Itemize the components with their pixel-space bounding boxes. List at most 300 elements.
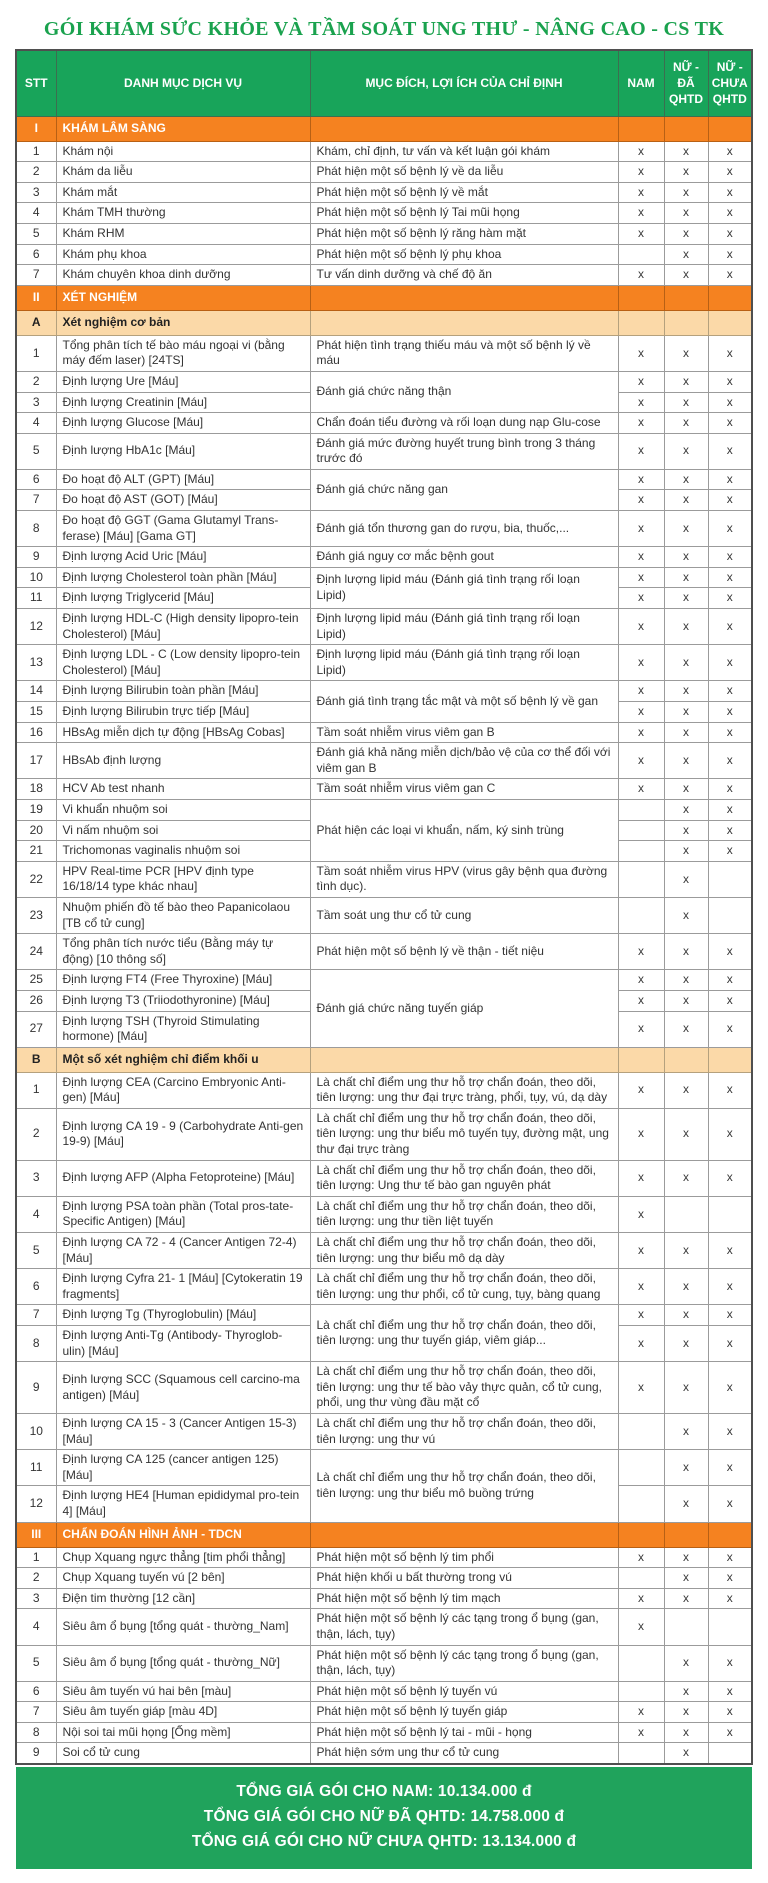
table-body bbox=[16, 116, 752, 1764]
service-name: Định lượng FT4 (Free Thyroxine) [Máu] bbox=[56, 970, 310, 991]
mark-nu-chua-qhtd: x bbox=[708, 1568, 752, 1589]
row-number: 6 bbox=[16, 469, 56, 490]
mark-nam: x bbox=[618, 1011, 664, 1047]
mark-nu-da-qhtd: x bbox=[664, 799, 708, 820]
mark-nu-chua-qhtd: x bbox=[708, 1722, 752, 1743]
table-row bbox=[16, 182, 752, 203]
service-name: Nội soi tai mũi họng [Ống mềm] bbox=[56, 1722, 310, 1743]
table-row bbox=[16, 469, 752, 490]
section-empty-purpose-cell bbox=[310, 116, 618, 141]
mark-nu-da-qhtd bbox=[664, 1609, 708, 1645]
row-number: 23 bbox=[16, 897, 56, 933]
table-row bbox=[16, 1609, 752, 1645]
section-row-B bbox=[16, 1047, 752, 1072]
mark-nam bbox=[618, 1645, 664, 1681]
row-number: 3 bbox=[16, 1160, 56, 1196]
mark-nam: x bbox=[618, 265, 664, 286]
mark-nu-chua-qhtd bbox=[708, 1609, 752, 1645]
purpose-text: Đánh giá tổn thương gan do rượu, bia, thuốc,... bbox=[310, 511, 618, 547]
table-row bbox=[16, 609, 752, 645]
purpose-text: Đánh giá tình trạng tắc mật và một số bệnh lý về gan bbox=[310, 681, 618, 722]
row-number: 4 bbox=[16, 1196, 56, 1232]
mark-nu-da-qhtd: x bbox=[664, 223, 708, 244]
mark-nam bbox=[618, 1743, 664, 1764]
mark-nam: x bbox=[618, 1196, 664, 1232]
mark-nu-da-qhtd: x bbox=[664, 1362, 708, 1414]
section-empty-purpose-cell bbox=[310, 1047, 618, 1072]
mark-nu-chua-qhtd: x bbox=[708, 645, 752, 681]
row-number: 26 bbox=[16, 990, 56, 1011]
service-name: Định lượng Creatinin [Máu] bbox=[56, 392, 310, 413]
table-row bbox=[16, 1196, 752, 1232]
mark-nu-da-qhtd: x bbox=[664, 990, 708, 1011]
mark-nu-chua-qhtd bbox=[708, 1196, 752, 1232]
mark-nam: x bbox=[618, 1609, 664, 1645]
mark-nu-chua-qhtd bbox=[708, 897, 752, 933]
table-row bbox=[16, 1681, 752, 1702]
mark-nam: x bbox=[618, 203, 664, 224]
section-empty-mark-cell bbox=[618, 1047, 664, 1072]
mark-nu-chua-qhtd: x bbox=[708, 1305, 752, 1326]
service-name: Định lượng Acid Uric [Máu] bbox=[56, 547, 310, 568]
mark-nu-chua-qhtd: x bbox=[708, 141, 752, 162]
purpose-text: Phát hiện một số bệnh lý răng hàm mặt bbox=[310, 223, 618, 244]
row-number: 1 bbox=[16, 1072, 56, 1108]
mark-nu-da-qhtd: x bbox=[664, 1269, 708, 1305]
purpose-text: Chẩn đoán tiểu đường và rối loạn dung nạp Glu-cose bbox=[310, 413, 618, 434]
mark-nu-chua-qhtd: x bbox=[708, 743, 752, 779]
mark-nu-da-qhtd: x bbox=[664, 392, 708, 413]
mark-nam: x bbox=[618, 779, 664, 800]
row-number: 3 bbox=[16, 1588, 56, 1609]
row-number: 13 bbox=[16, 645, 56, 681]
service-name: Định lượng Tg (Thyroglobulin) [Máu] bbox=[56, 1305, 310, 1326]
purpose-text: Đánh giá nguy cơ mắc bệnh gout bbox=[310, 547, 618, 568]
mark-nam: x bbox=[618, 567, 664, 588]
row-number: 24 bbox=[16, 934, 56, 970]
mark-nu-chua-qhtd: x bbox=[708, 1362, 752, 1414]
column-header-nam: NAM bbox=[618, 50, 664, 116]
service-name: Trichomonas vaginalis nhuộm soi bbox=[56, 841, 310, 862]
column-header-nu-da-qhtd: NỮ - ĐÃ QHTD bbox=[664, 50, 708, 116]
mark-nam: x bbox=[618, 469, 664, 490]
mark-nu-chua-qhtd: x bbox=[708, 1072, 752, 1108]
section-row-I bbox=[16, 116, 752, 141]
column-header-purpose: MỤC ĐÍCH, LỢI ÍCH CỦA CHỈ ĐỊNH bbox=[310, 50, 618, 116]
row-number: 7 bbox=[16, 1305, 56, 1326]
mark-nu-chua-qhtd: x bbox=[708, 1011, 752, 1047]
row-number: 1 bbox=[16, 335, 56, 371]
mark-nu-chua-qhtd: x bbox=[708, 567, 752, 588]
mark-nam: x bbox=[618, 743, 664, 779]
mark-nam: x bbox=[618, 1233, 664, 1269]
service-name: Khám mắt bbox=[56, 182, 310, 203]
purpose-text: Tầm soát nhiễm virus viêm gan B bbox=[310, 722, 618, 743]
row-number: 9 bbox=[16, 1362, 56, 1414]
mark-nu-da-qhtd: x bbox=[664, 1326, 708, 1362]
mark-nam bbox=[618, 1568, 664, 1589]
table-row bbox=[16, 1269, 752, 1305]
service-name: Định lượng T3 (Triiodothyronine) [Máu] bbox=[56, 990, 310, 1011]
service-name: Khám TMH thường bbox=[56, 203, 310, 224]
service-name: Nhuộm phiến đồ tế bào theo Papanicolaou [TB cổ tử cung] bbox=[56, 897, 310, 933]
service-name: Khám nội bbox=[56, 141, 310, 162]
row-number: 11 bbox=[16, 588, 56, 609]
row-number: 27 bbox=[16, 1011, 56, 1047]
mark-nu-chua-qhtd: x bbox=[708, 990, 752, 1011]
mark-nu-chua-qhtd: x bbox=[708, 413, 752, 434]
mark-nu-da-qhtd: x bbox=[664, 1413, 708, 1449]
purpose-text: Là chất chỉ điểm ung thư hỗ trợ chẩn đoán, theo dõi, tiên lượng: ung thư tuyến giáp, viêm giáp... bbox=[310, 1305, 618, 1362]
purpose-text: Phát hiện một số bệnh lý Tai mũi họng bbox=[310, 203, 618, 224]
section-empty-mark-cell bbox=[664, 310, 708, 335]
mark-nu-chua-qhtd: x bbox=[708, 722, 752, 743]
purpose-text: Phát hiện một số bệnh lý các tạng trong ổ bụng (gan, thận, lách, tụy) bbox=[310, 1609, 618, 1645]
table-row bbox=[16, 141, 752, 162]
row-number: 10 bbox=[16, 567, 56, 588]
mark-nam: x bbox=[618, 681, 664, 702]
table-row bbox=[16, 1568, 752, 1589]
mark-nu-da-qhtd: x bbox=[664, 681, 708, 702]
mark-nu-chua-qhtd: x bbox=[708, 1702, 752, 1723]
total-price-nu-chua-qhtd: TỔNG GIÁ GÓI CHO NỮ CHƯA QHTD: 13.134.000 đ bbox=[191, 1832, 577, 1850]
table-row bbox=[16, 779, 752, 800]
service-name: Tổng phân tích nước tiểu (Bằng máy tự động) [10 thông số] bbox=[56, 934, 310, 970]
row-number: 11 bbox=[16, 1450, 56, 1486]
service-name: Khám RHM bbox=[56, 223, 310, 244]
row-number: 2 bbox=[16, 1568, 56, 1589]
table-row bbox=[16, 567, 752, 588]
mark-nu-chua-qhtd: x bbox=[708, 970, 752, 991]
mark-nu-chua-qhtd: x bbox=[708, 1450, 752, 1486]
mark-nu-chua-qhtd: x bbox=[708, 1681, 752, 1702]
table-row bbox=[16, 1722, 752, 1743]
mark-nu-chua-qhtd: x bbox=[708, 1547, 752, 1568]
mark-nam: x bbox=[618, 702, 664, 723]
mark-nu-chua-qhtd: x bbox=[708, 335, 752, 371]
section-id: I bbox=[16, 116, 56, 141]
table-row bbox=[16, 1702, 752, 1723]
row-number: 25 bbox=[16, 970, 56, 991]
service-name: Định lượng Cholesterol toàn phần [Máu] bbox=[56, 567, 310, 588]
mark-nu-da-qhtd: x bbox=[664, 371, 708, 392]
row-number: 4 bbox=[16, 413, 56, 434]
column-header-nu-chua-qhtd: NỮ - CHƯA QHTD bbox=[708, 50, 752, 116]
mark-nu-da-qhtd: x bbox=[664, 413, 708, 434]
mark-nu-da-qhtd: x bbox=[664, 841, 708, 862]
purpose-text: Phát hiện một số bệnh lý tim mạch bbox=[310, 1588, 618, 1609]
service-name: Định lượng AFP (Alpha Fetoproteine) [Máu] bbox=[56, 1160, 310, 1196]
service-name: Khám chuyên khoa dinh dưỡng bbox=[56, 265, 310, 286]
table-row bbox=[16, 1450, 752, 1486]
mark-nu-da-qhtd: x bbox=[664, 1568, 708, 1589]
mark-nu-da-qhtd: x bbox=[664, 1305, 708, 1326]
row-number: 20 bbox=[16, 820, 56, 841]
service-name: Định lượng TSH (Thyroid Stimulating hormone) [Máu] bbox=[56, 1011, 310, 1047]
purpose-text: Phát hiện một số bệnh lý tuyến giáp bbox=[310, 1702, 618, 1723]
total-price-nam: TỔNG GIÁ GÓI CHO NAM: 10.134.000 đ bbox=[236, 1783, 532, 1801]
section-empty-mark-cell bbox=[618, 1522, 664, 1547]
mark-nu-chua-qhtd: x bbox=[708, 702, 752, 723]
purpose-text: Đánh giá chức năng gan bbox=[310, 469, 618, 510]
mark-nu-da-qhtd: x bbox=[664, 1011, 708, 1047]
purpose-text: Đánh giá chức năng thận bbox=[310, 371, 618, 412]
table-row bbox=[16, 223, 752, 244]
purpose-text: Là chất chỉ điểm ung thư hỗ trợ chẩn đoán, theo dõi, tiên lượng: ung thư vú bbox=[310, 1413, 618, 1449]
mark-nu-da-qhtd: x bbox=[664, 1160, 708, 1196]
service-name: Định lượng CA 19 - 9 (Carbohydrate Anti-gen 19-9) [Máu] bbox=[56, 1108, 310, 1160]
mark-nu-da-qhtd: x bbox=[664, 1702, 708, 1723]
mark-nu-chua-qhtd: x bbox=[708, 244, 752, 265]
mark-nam: x bbox=[618, 934, 664, 970]
section-label: Xét nghiệm cơ bản bbox=[56, 310, 310, 335]
service-name: Định lượng Glucose [Máu] bbox=[56, 413, 310, 434]
mark-nu-da-qhtd: x bbox=[664, 702, 708, 723]
row-number: 3 bbox=[16, 392, 56, 413]
mark-nu-da-qhtd bbox=[664, 1196, 708, 1232]
mark-nu-da-qhtd: x bbox=[664, 1681, 708, 1702]
section-empty-mark-cell bbox=[708, 285, 752, 310]
mark-nu-da-qhtd: x bbox=[664, 779, 708, 800]
service-name: Khám phụ khoa bbox=[56, 244, 310, 265]
table-row bbox=[16, 1305, 752, 1326]
table-header bbox=[16, 50, 752, 116]
section-empty-purpose-cell bbox=[310, 285, 618, 310]
purpose-text: Là chất chỉ điểm ung thư hỗ trợ chẩn đoán, theo dõi, tiên lượng: ung thư tiền liệt tuyến bbox=[310, 1196, 618, 1232]
purpose-text: Phát hiện một số bệnh lý tim phổi bbox=[310, 1547, 618, 1568]
mark-nu-chua-qhtd: x bbox=[708, 681, 752, 702]
table-row bbox=[16, 335, 752, 371]
service-name: Đo hoạt độ AST (GOT) [Máu] bbox=[56, 490, 310, 511]
row-number: 18 bbox=[16, 779, 56, 800]
mark-nu-chua-qhtd: x bbox=[708, 1413, 752, 1449]
mark-nu-da-qhtd: x bbox=[664, 182, 708, 203]
service-name: Điện tim thường [12 cần] bbox=[56, 1588, 310, 1609]
row-number: 6 bbox=[16, 1681, 56, 1702]
mark-nu-da-qhtd: x bbox=[664, 970, 708, 991]
purpose-text: Là chất chỉ điểm ung thư hỗ trợ chẩn đoán, theo dõi, tiên lượng: ung thư đại trực tràng, phổi, tụy, vú, dạ dày bbox=[310, 1072, 618, 1108]
mark-nu-da-qhtd: x bbox=[664, 567, 708, 588]
section-id: A bbox=[16, 310, 56, 335]
mark-nu-da-qhtd: x bbox=[664, 645, 708, 681]
purpose-text: Phát hiện sớm ung thư cổ tử cung bbox=[310, 1743, 618, 1764]
mark-nu-chua-qhtd: x bbox=[708, 1160, 752, 1196]
table-row bbox=[16, 413, 752, 434]
mark-nam: x bbox=[618, 547, 664, 568]
row-number: 19 bbox=[16, 799, 56, 820]
mark-nu-da-qhtd: x bbox=[664, 1645, 708, 1681]
mark-nam: x bbox=[618, 588, 664, 609]
mark-nam: x bbox=[618, 413, 664, 434]
purpose-text: Phát hiện một số bệnh lý về mắt bbox=[310, 182, 618, 203]
purpose-text: Định lượng lipid máu (Đánh giá tình trạng rối loạn Lipid) bbox=[310, 609, 618, 645]
purpose-text: Phát hiện các loại vi khuẩn, nấm, ký sinh trùng bbox=[310, 799, 618, 861]
mark-nu-chua-qhtd: x bbox=[708, 265, 752, 286]
row-number: 8 bbox=[16, 1326, 56, 1362]
mark-nu-chua-qhtd: x bbox=[708, 511, 752, 547]
table-row bbox=[16, 1645, 752, 1681]
service-name: HBsAb định lượng bbox=[56, 743, 310, 779]
service-name: Định lượng LDL - C (Low density lipopro-tein Cholesterol) [Máu] bbox=[56, 645, 310, 681]
mark-nu-da-qhtd: x bbox=[664, 1722, 708, 1743]
section-empty-mark-cell bbox=[618, 310, 664, 335]
mark-nu-chua-qhtd: x bbox=[708, 820, 752, 841]
mark-nam: x bbox=[618, 141, 664, 162]
mark-nu-da-qhtd: x bbox=[664, 469, 708, 490]
service-name: Định lượng PSA toàn phần (Total pros-tate-Specific Antigen) [Máu] bbox=[56, 1196, 310, 1232]
mark-nu-chua-qhtd: x bbox=[708, 609, 752, 645]
mark-nam bbox=[618, 244, 664, 265]
table-row bbox=[16, 645, 752, 681]
section-empty-mark-cell bbox=[708, 116, 752, 141]
mark-nam bbox=[618, 1486, 664, 1522]
mark-nu-da-qhtd: x bbox=[664, 1486, 708, 1522]
purpose-text: Phát hiện khối u bất thường trong vú bbox=[310, 1568, 618, 1589]
service-name: Định lượng CA 15 - 3 (Cancer Antigen 15-3) [Máu] bbox=[56, 1413, 310, 1449]
row-number: 6 bbox=[16, 1269, 56, 1305]
mark-nu-da-qhtd: x bbox=[664, 203, 708, 224]
mark-nu-da-qhtd: x bbox=[664, 609, 708, 645]
mark-nu-chua-qhtd: x bbox=[708, 1269, 752, 1305]
mark-nu-chua-qhtd: x bbox=[708, 1588, 752, 1609]
mark-nam: x bbox=[618, 1722, 664, 1743]
mark-nu-chua-qhtd: x bbox=[708, 203, 752, 224]
row-number: 7 bbox=[16, 1702, 56, 1723]
service-name: Định lượng SCC (Squamous cell carcino-ma antigen) [Máu] bbox=[56, 1362, 310, 1414]
service-name: Chụp Xquang ngực thẳng [tim phổi thẳng] bbox=[56, 1547, 310, 1568]
row-number: 21 bbox=[16, 841, 56, 862]
service-name: Định lượng Anti-Tg (Antibody- Thyroglob-ulin) [Máu] bbox=[56, 1326, 310, 1362]
service-name: Siêu âm tuyến vú hai bên [màu] bbox=[56, 1681, 310, 1702]
mark-nu-da-qhtd: x bbox=[664, 1450, 708, 1486]
purpose-text: Tầm soát nhiễm virus viêm gan C bbox=[310, 779, 618, 800]
section-id: B bbox=[16, 1047, 56, 1072]
purpose-text: Phát hiện một số bệnh lý các tạng trong ổ bụng (gan, thận, lách, tụy) bbox=[310, 1645, 618, 1681]
service-name: Định lượng CA 72 - 4 (Cancer Antigen 72-4) [Máu] bbox=[56, 1233, 310, 1269]
mark-nam: x bbox=[618, 1269, 664, 1305]
row-number: 12 bbox=[16, 609, 56, 645]
purpose-text: Định lượng lipid máu (Đánh giá tình trạng rối loạn Lipid) bbox=[310, 645, 618, 681]
mark-nu-da-qhtd: x bbox=[664, 547, 708, 568]
mark-nu-da-qhtd: x bbox=[664, 1547, 708, 1568]
row-number: 4 bbox=[16, 203, 56, 224]
section-empty-mark-cell bbox=[664, 1522, 708, 1547]
mark-nam: x bbox=[618, 490, 664, 511]
section-empty-mark-cell bbox=[618, 285, 664, 310]
purpose-text: Phát hiện một số bệnh lý về thận - tiết niệu bbox=[310, 934, 618, 970]
purpose-text: Đánh giá mức đường huyết trung bình trong 3 tháng trước đó bbox=[310, 433, 618, 469]
section-empty-mark-cell bbox=[664, 1047, 708, 1072]
mark-nu-da-qhtd: x bbox=[664, 511, 708, 547]
row-number: 12 bbox=[16, 1486, 56, 1522]
mark-nam: x bbox=[618, 162, 664, 183]
section-empty-mark-cell bbox=[708, 1522, 752, 1547]
mark-nu-chua-qhtd: x bbox=[708, 1233, 752, 1269]
service-name: HPV Real-time PCR [HPV định type 16/18/14 type khác nhau] bbox=[56, 861, 310, 897]
row-number: 6 bbox=[16, 244, 56, 265]
service-name: Định lượng Bilirubin toàn phần [Máu] bbox=[56, 681, 310, 702]
mark-nu-da-qhtd: x bbox=[664, 265, 708, 286]
mark-nam: x bbox=[618, 335, 664, 371]
mark-nu-da-qhtd: x bbox=[664, 1233, 708, 1269]
table-row bbox=[16, 897, 752, 933]
section-empty-mark-cell bbox=[664, 285, 708, 310]
section-empty-mark-cell bbox=[618, 116, 664, 141]
row-number: 9 bbox=[16, 1743, 56, 1764]
row-number: 2 bbox=[16, 1108, 56, 1160]
mark-nam: x bbox=[618, 1547, 664, 1568]
mark-nu-chua-qhtd: x bbox=[708, 934, 752, 970]
table-row bbox=[16, 433, 752, 469]
mark-nu-chua-qhtd: x bbox=[708, 547, 752, 568]
section-row-A bbox=[16, 310, 752, 335]
page-title: GÓI KHÁM SỨC KHỎE VÀ TẦM SOÁT UNG THƯ - NÂNG CAO - CS TK bbox=[43, 18, 725, 40]
purpose-text: Là chất chỉ điểm ung thư hỗ trợ chẩn đoán, theo dõi, tiên lượng: Ung thư tế bào gan nguyên phát bbox=[310, 1160, 618, 1196]
section-label: XÉT NGHIỆM bbox=[56, 285, 310, 310]
purpose-text: Đánh giá khả năng miễn dịch/bảo vệ của cơ thể đối với viêm gan B bbox=[310, 743, 618, 779]
mark-nu-chua-qhtd: x bbox=[708, 779, 752, 800]
mark-nu-da-qhtd: x bbox=[664, 820, 708, 841]
mark-nam: x bbox=[618, 1326, 664, 1362]
mark-nam: x bbox=[618, 970, 664, 991]
mark-nam: x bbox=[618, 1588, 664, 1609]
service-name: Định lượng Bilirubin trực tiếp [Máu] bbox=[56, 702, 310, 723]
row-number: 16 bbox=[16, 722, 56, 743]
mark-nu-chua-qhtd: x bbox=[708, 1486, 752, 1522]
service-name: Vi khuẩn nhuộm soi bbox=[56, 799, 310, 820]
purpose-text: Là chất chỉ điểm ung thư hỗ trợ chẩn đoán, theo dõi, tiên lượng: ung thư biểu mô tuyến tụy, đường mật, ung thư đại trực tràng bbox=[310, 1108, 618, 1160]
mark-nu-chua-qhtd: x bbox=[708, 588, 752, 609]
mark-nu-chua-qhtd: x bbox=[708, 182, 752, 203]
table-row bbox=[16, 511, 752, 547]
section-empty-purpose-cell bbox=[310, 310, 618, 335]
column-header-service: DANH MỤC DỊCH VỤ bbox=[56, 50, 310, 116]
mark-nam: x bbox=[618, 1072, 664, 1108]
mark-nu-da-qhtd: x bbox=[664, 722, 708, 743]
section-row-II bbox=[16, 285, 752, 310]
service-name: Vi nấm nhuộm soi bbox=[56, 820, 310, 841]
section-label: Một số xét nghiệm chỉ điểm khối u bbox=[56, 1047, 310, 1072]
mark-nu-da-qhtd: x bbox=[664, 162, 708, 183]
row-number: 1 bbox=[16, 1547, 56, 1568]
mark-nu-chua-qhtd: x bbox=[708, 1108, 752, 1160]
mark-nam: x bbox=[618, 722, 664, 743]
mark-nu-chua-qhtd: x bbox=[708, 1645, 752, 1681]
service-name: Đo hoạt độ ALT (GPT) [Máu] bbox=[56, 469, 310, 490]
purpose-text: Phát hiện tình trạng thiếu máu và một số bệnh lý về máu bbox=[310, 335, 618, 371]
mark-nam: x bbox=[618, 433, 664, 469]
mark-nam: x bbox=[618, 1362, 664, 1414]
total-price-banner bbox=[16, 1767, 752, 1869]
section-id: III bbox=[16, 1522, 56, 1547]
purpose-text: Là chất chỉ điểm ung thư hỗ trợ chẩn đoán, theo dõi, tiên lượng: ung thư biểu mô dạ dày bbox=[310, 1233, 618, 1269]
mark-nam: x bbox=[618, 392, 664, 413]
service-name: HBsAg miễn dịch tự động [HBsAg Cobas] bbox=[56, 722, 310, 743]
section-empty-mark-cell bbox=[664, 116, 708, 141]
mark-nam bbox=[618, 1450, 664, 1486]
purpose-text: Tầm soát nhiễm virus HPV (virus gây bệnh qua đường tình dục). bbox=[310, 861, 618, 897]
row-number: 5 bbox=[16, 223, 56, 244]
service-name: Định lượng HDL-C (High density lipopro-tein Cholesterol) [Máu] bbox=[56, 609, 310, 645]
table-row bbox=[16, 970, 752, 991]
mark-nu-da-qhtd: x bbox=[664, 861, 708, 897]
service-name: Siêu âm tuyến giáp [màu 4D] bbox=[56, 1702, 310, 1723]
mark-nam: x bbox=[618, 990, 664, 1011]
service-name: Định lượng Cyfra 21- 1 [Máu] [Cytokeratin 19 fragments] bbox=[56, 1269, 310, 1305]
row-number: 1 bbox=[16, 141, 56, 162]
service-name: Định lượng Ure [Máu] bbox=[56, 371, 310, 392]
mark-nam bbox=[618, 799, 664, 820]
